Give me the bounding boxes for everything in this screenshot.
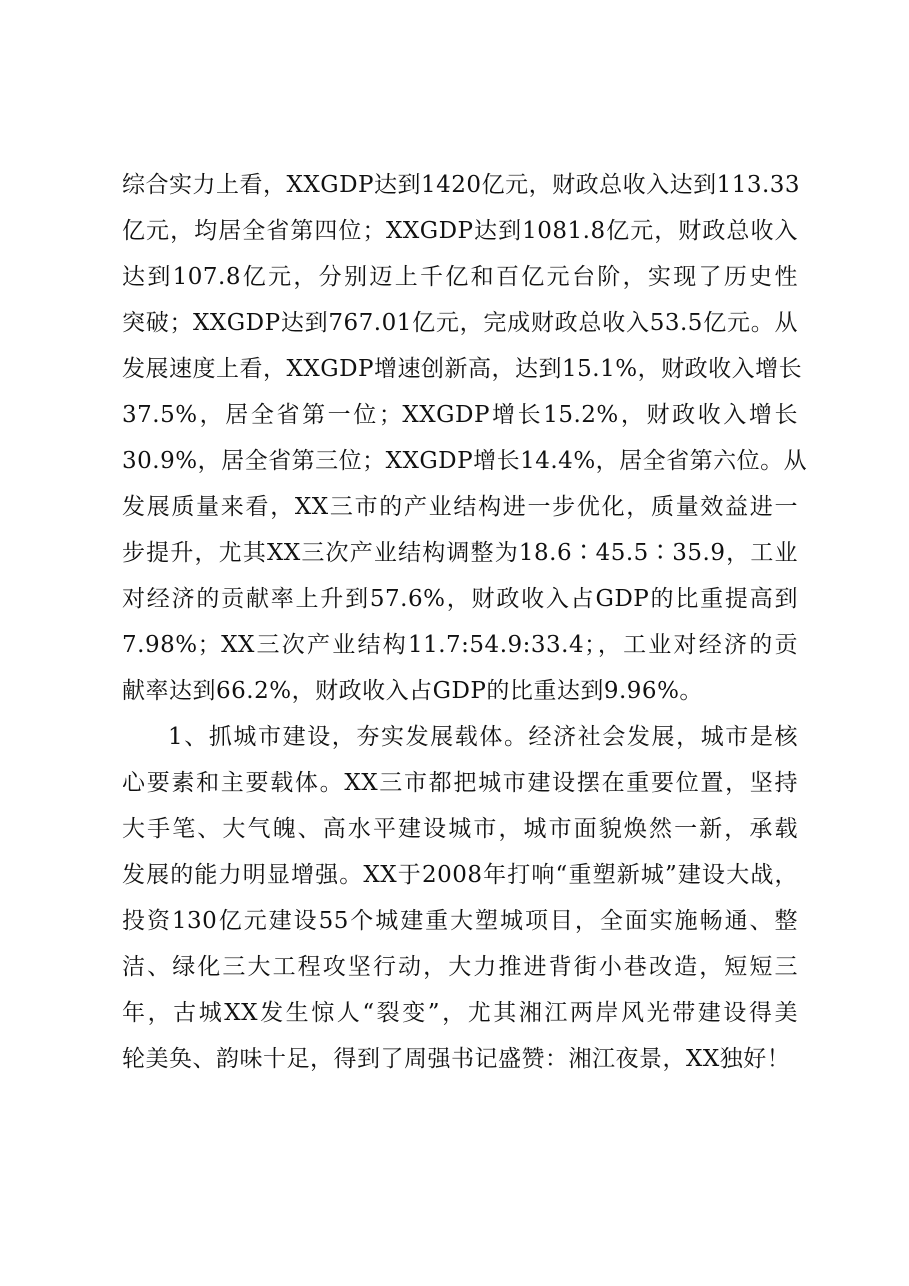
paragraph-economic-strength (122, 162, 808, 714)
text-line: 洁、绿化三大工程攻坚行动，大力推进背街小巷改造，短短三 (122, 954, 798, 980)
text-line: 30.9%，居全省第三位；XXGDP增长14.4%，居全省第六位。从 (122, 448, 808, 474)
text-line: 年，古城XX发生惊人“裂变”，尤其湘江两岸风光带建设得美 (122, 1000, 798, 1026)
text-line: 投资130亿元建设55个城建重大塑城项目，全面实施畅通、整 (122, 908, 798, 934)
document-body (122, 162, 808, 1082)
text-line: 发展的能力明显增强。XX于2008年打响“重塑新城”建设大战， (122, 862, 798, 888)
text-line: 轮美奂、韵味十足，得到了周强书记盛赞：湘江夜景，XX独好！ (122, 1046, 791, 1072)
text-line: 7.98%；XX三次产业结构11.7:54.9:33.4；，工业对经济的贡 (122, 632, 798, 658)
text-line: 37.5%，居全省第一位；XXGDP增长15.2%，财政收入增长 (122, 402, 798, 428)
text-line: 综合实力上看，XXGDP达到1420亿元，财政总收入达到113.33 (122, 172, 801, 198)
text-line: 献率达到66.2%，财政收入占GDP的比重达到9.96%。 (122, 678, 703, 704)
text-line: 发展速度上看，XXGDP增速创新高，达到15.1%，财政收入增长 (122, 356, 803, 382)
text-line: 发展质量来看，XX三市的产业结构进一步优化，质量效益进一 (122, 494, 798, 520)
text-line: 突破；XXGDP达到767.01亿元，完成财政总收入53.5亿元。从 (122, 310, 798, 336)
text-line: 大手笔、大气魄、高水平建设城市，城市面貌焕然一新，承载 (122, 816, 798, 842)
text-line: 亿元，均居全省第四位；XXGDP达到1081.8亿元，财政总收入 (122, 218, 798, 244)
text-line: 步提升，尤其XX三次产业结构调整为18.6∶45.5∶35.9，工业 (122, 540, 798, 566)
text-line: 达到107.8亿元，分别迈上千亿和百亿元台阶，实现了历史性 (122, 264, 798, 290)
text-line: 心要素和主要载体。XX三市都把城市建设摆在重要位置，坚持 (122, 770, 798, 796)
text-line: 对经济的贡献率上升到57.6%，财政收入占GDP的比重提高到 (122, 586, 798, 612)
text-line: 1、抓城市建设，夯实发展载体。经济社会发展，城市是核 (168, 724, 798, 750)
paragraph-city-construction (122, 714, 798, 1082)
